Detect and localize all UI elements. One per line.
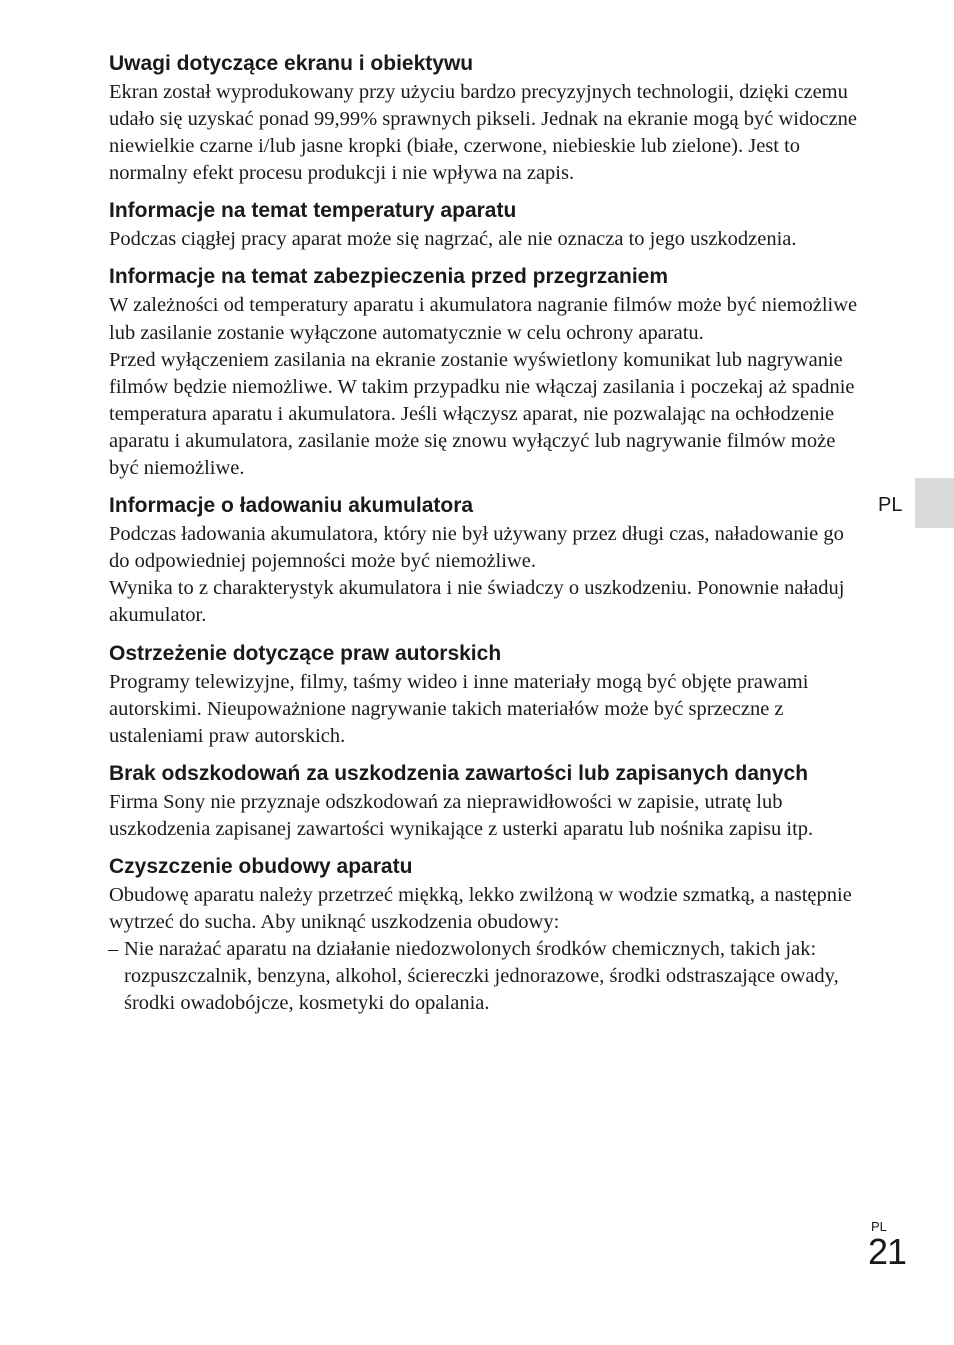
section-battery-charging — [109, 490, 869, 629]
section-paragraph: Programy telewizyjne, filmy, taśmy wideo i inne materiały mogą być objęte prawami autorskimi. Nieupoważnione nagrywanie takich materiałów może być sprzeczne z ustaleniami praw autorskich. — [109, 670, 809, 747]
section-cleaning — [109, 851, 869, 1017]
section-paragraph: Firma Sony nie przyznaje odszkodowań za nieprawidłowości w zapisie, utratę lub uszkodzenia zapisanej zawartości wynikające z usterki aparatu lub nośnika zapisu itp. — [109, 790, 814, 840]
section-overheat — [109, 261, 869, 482]
page-language: PL — [871, 1219, 887, 1234]
section-temperature — [109, 195, 869, 253]
page-number: 21 — [868, 1231, 907, 1272]
section-screen-lens — [109, 48, 869, 187]
section-paragraph: Obudowę aparatu należy przetrzeć miękką, lekko zwilżoną w wodzie szmatką, a następnie wytrzeć do sucha. Aby uniknąć uszkodzenia obudowy: — [109, 883, 852, 934]
section-heading: Ostrzeżenie dotyczące praw autorskich — [109, 641, 502, 665]
section-paragraph: Podczas ciągłej pracy aparat może się nagrzać, ale nie oznacza to jego uszkodzenia. — [109, 228, 797, 251]
list-dash: – — [108, 938, 119, 961]
section-paragraph: Wynika to z charakterystyk akumulatora i nie świadczy o uszkodzeniu. Ponownie naładuj akumulator. — [109, 577, 845, 627]
document-body — [109, 48, 869, 1017]
section-paragraph: Ekran został wyprodukowany przy użyciu bardzo precyzyjnych technologii, dzięki czemu udało się uzyskać ponad 99,99% sprawnych pikseli. Jednak na ekranie mogą być widoczne niewielkie czarne i/lub jasne kropki (białe, czerwone, niebieskie lub zielone). Jest to normalny efekt procesu produkcji i nie wpływa na zapis. — [109, 81, 858, 185]
section-heading: Informacje o ładowaniu akumulatora — [109, 494, 474, 518]
cleaning-list — [109, 936, 869, 1017]
section-heading: Uwagi dotyczące ekranu i obiektywu — [109, 52, 474, 75]
section-no-compensation — [109, 758, 869, 843]
language-tab-label: PL — [878, 494, 903, 516]
section-copyright — [109, 638, 869, 750]
list-item — [108, 936, 868, 1017]
section-heading: Brak odszkodowań za uszkodzenia zawartości lub zapisanych danych — [109, 761, 809, 785]
section-heading: Informacje na temat temperatury aparatu — [109, 199, 517, 223]
list-item-text: Nie narażać aparatu na działanie niedozwolonych środków chemicznych, takich jak: rozpuszczalnik, benzyna, alkohol, ściereczki jednorazowe, środki odstraszające owady, środki owadobójcze, kosmetyki do opalania. — [124, 938, 839, 1015]
section-paragraph: Podczas ładowania akumulatora, który nie był używany przez długi czas, naładowanie go do odpowiedniej pojemności może być niemożliwe. — [109, 523, 844, 573]
section-heading: Informacje na temat zabezpieczenia przed przegrzaniem — [109, 265, 669, 289]
section-heading: Czyszczenie obudowy aparatu — [109, 854, 413, 878]
section-paragraph: Przed wyłączeniem zasilania na ekranie zostanie wyświetlony komunikat lub nagrywanie filmów będzie niemożliwe. W takim przypadku nie włączaj zasilania i poczekaj aż spadnie temperatura aparatu i akumulatora. Jeśli włączysz aparat, nie pozwalając na ochłodzenie aparatu i akumulatora, zasilanie może się znowu wyłączyć lub nagrywanie filmów może być niemożliwe. — [109, 348, 855, 480]
section-paragraph: W zależności od temperatury aparatu i akumulatora nagranie filmów może być niemożliwe lub zasilanie zostanie wyłączone automatycznie w celu ochrony aparatu. — [109, 294, 858, 344]
language-tab-marker — [915, 478, 954, 528]
